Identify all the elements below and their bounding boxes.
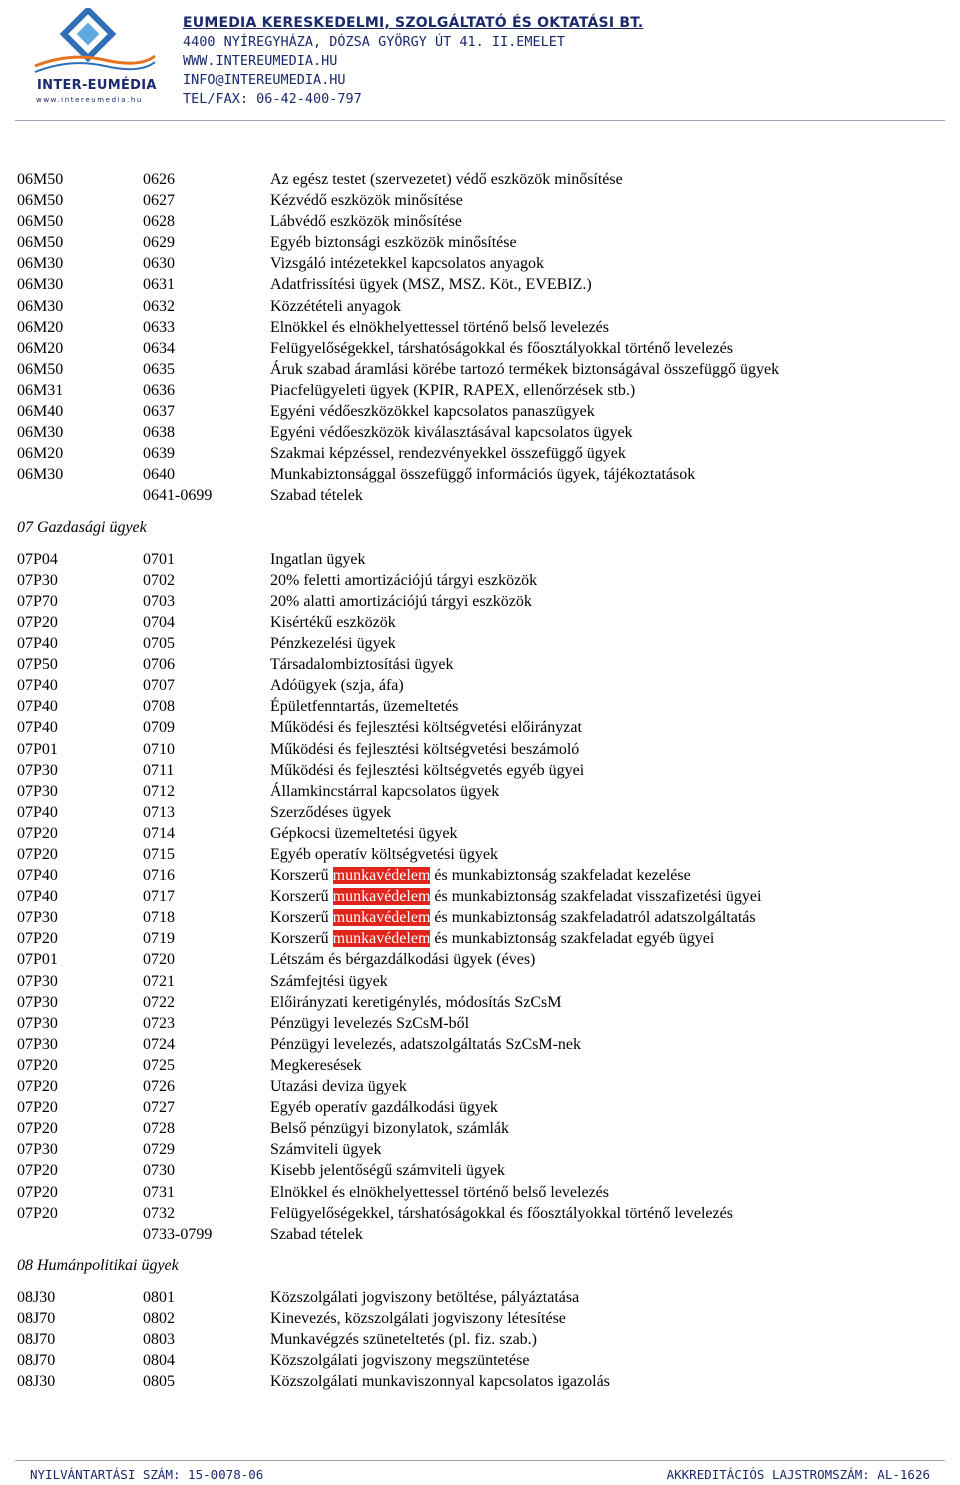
row-number: 0731 — [143, 1183, 175, 1201]
row-code: 06M20 — [17, 445, 64, 463]
row-description: Áruk szabad áramlási körébe tartozó termékek biztonságával összefüggő ügyek — [270, 360, 780, 378]
row-code: 06M50 — [17, 213, 64, 231]
group-07-b — [0, 949, 960, 1244]
row-code: 08J70 — [17, 1310, 56, 1328]
row-description: Egyéni védőeszközök kiválasztásával kapcsolatos ügyek — [270, 424, 633, 442]
row-code: 07P40 — [17, 867, 58, 885]
row-code: 06M30 — [17, 255, 64, 273]
table-row — [0, 190, 960, 211]
row-description: 20% feletti amortizációjú tárgyi eszközök — [270, 571, 538, 589]
row-number: 0803 — [143, 1331, 175, 1349]
row-number: 0802 — [143, 1310, 175, 1328]
table-row — [0, 253, 960, 274]
table-row — [0, 401, 960, 422]
row-code: 07P30 — [17, 761, 58, 779]
row-code: 06M50 — [17, 360, 64, 378]
accreditation-number: AKKREDITÁCIÓS LAJSTROMSZÁM: AL-1626 — [666, 1467, 930, 1482]
row-description: Szakmai képzéssel, rendezvényekkel összefüggő ügyek — [270, 445, 626, 463]
table-row — [0, 928, 960, 949]
row-number: 0719 — [143, 930, 175, 948]
table-row — [0, 274, 960, 295]
table-row — [0, 612, 960, 633]
row-code: 07P30 — [17, 1014, 58, 1032]
table-row — [0, 865, 960, 886]
row-description: Ingatlan ügyek — [270, 550, 366, 568]
row-description: Felügyelőségekkel, társhatóságokkal és főosztályokkal történő levelezés — [270, 339, 733, 357]
letterhead — [0, 0, 960, 120]
table-row — [0, 1097, 960, 1118]
row-description — [270, 928, 714, 949]
row-code: 08J30 — [17, 1288, 56, 1306]
table-row — [0, 971, 960, 992]
row-number: 0729 — [143, 1141, 175, 1159]
row-number: 0714 — [143, 824, 175, 842]
row-description: Megkeresések — [270, 1056, 362, 1074]
row-description: Egyéb operatív gazdálkodási ügyek — [270, 1099, 498, 1117]
row-number: 0726 — [143, 1078, 175, 1096]
row-number: 0725 — [143, 1056, 175, 1074]
row-code: 07P04 — [17, 550, 58, 568]
row-code: 07P01 — [17, 740, 58, 758]
row-number: 0717 — [143, 888, 175, 906]
table-row — [0, 696, 960, 717]
row-code: 06M50 — [17, 171, 64, 188]
row-description: Adatfrissítési ügyek (MSZ, MSZ. Köt., EVEBIZ.) — [270, 276, 592, 294]
row-number: 0805 — [143, 1373, 175, 1391]
row-description: Az egész testet (szervezetet) védő eszközök minősítése — [270, 171, 623, 188]
row-number: 0727 — [143, 1099, 175, 1117]
row-number: 0801 — [143, 1288, 175, 1306]
row-description: Egyéb operatív költségvetési ügyek — [270, 846, 498, 863]
row-number: 0730 — [143, 1162, 175, 1180]
table-row — [0, 1203, 960, 1224]
footer-divider — [15, 1460, 945, 1461]
row-code: 07P30 — [17, 909, 58, 927]
table-row — [0, 1308, 960, 1329]
row-number: 0626 — [143, 171, 175, 188]
row-number: 0704 — [143, 613, 175, 631]
row-description: Belső pénzügyi bizonylatok, számlák — [270, 1120, 510, 1138]
row-code: 07P40 — [17, 888, 58, 906]
row-code: 07P20 — [17, 1162, 58, 1180]
row-number: 0715 — [143, 846, 175, 863]
logo-url: www.intereumedia.hu — [36, 96, 143, 104]
table-row — [0, 802, 960, 823]
row-description: Közszolgálati jogviszony megszüntetése — [270, 1352, 530, 1370]
row-number: 0732 — [143, 1204, 175, 1222]
table-row — [0, 1160, 960, 1181]
row-code: 07P20 — [17, 1204, 58, 1222]
records-list — [0, 169, 960, 1392]
row-code: 07P20 — [17, 846, 58, 863]
table-row — [0, 1139, 960, 1160]
row-number: 0632 — [143, 297, 175, 315]
desc-pre: Korszerű — [270, 909, 333, 927]
row-description: Vizsgáló intézetekkel kapcsolatos anyagok — [270, 255, 545, 273]
table-row — [0, 823, 960, 844]
row-code: 07P20 — [17, 1056, 58, 1074]
row-code: 06M30 — [17, 466, 64, 484]
row-number: 0630 — [143, 255, 175, 273]
table-row — [0, 844, 960, 865]
section-heading-07 — [0, 507, 960, 549]
row-description: Pénzügyi levelezés, adatszolgáltatás SzCsM-nek — [270, 1035, 582, 1053]
row-number: 0701 — [143, 550, 175, 568]
row-code: 06M50 — [17, 234, 64, 252]
table-row — [0, 422, 960, 443]
table-row — [0, 169, 960, 190]
row-code: 07P30 — [17, 1141, 58, 1159]
section-title: 08 Humánpolitikai ügyek — [17, 1256, 179, 1274]
row-description: Szabad tételek — [270, 1225, 363, 1243]
row-number: 0728 — [143, 1120, 175, 1138]
row-description — [270, 886, 761, 907]
table-row — [0, 1350, 960, 1371]
row-description: Szabad tételek — [270, 487, 363, 505]
table-row — [0, 633, 960, 654]
row-number: 0628 — [143, 213, 175, 231]
row-code: 06M20 — [17, 339, 64, 357]
company-address: 4400 NYÍREGYHÁZA, DÓZSA GYÖRGY ÚT 41. II.EMELET — [183, 34, 566, 50]
table-row — [0, 296, 960, 317]
highlighted-term: munkavédelem — [332, 888, 431, 906]
row-description: Közzétételi anyagok — [270, 297, 402, 315]
row-number: 0804 — [143, 1352, 175, 1370]
row-code: 06M50 — [17, 192, 64, 210]
table-row — [0, 675, 960, 696]
logo-text: INTER-EUMÉDIA — [37, 78, 157, 93]
row-code: 07P40 — [17, 698, 58, 716]
table-row — [0, 1224, 960, 1245]
row-code: 07P30 — [17, 782, 58, 800]
table-row — [0, 380, 960, 401]
row-code: 07P50 — [17, 656, 58, 674]
row-description: Kézvédő eszközök minősítése — [270, 192, 463, 210]
row-description: Működési és fejlesztési költségvetés egyéb ügyei — [270, 761, 585, 779]
table-row — [0, 992, 960, 1013]
row-code: 07P20 — [17, 1120, 58, 1138]
row-number: 0640 — [143, 466, 175, 484]
table-row — [0, 211, 960, 232]
row-code: 07P40 — [17, 635, 58, 653]
desc-pre: Korszerű — [270, 867, 333, 885]
group-07-highlighted — [0, 865, 960, 949]
row-description: Számfejtési ügyek — [270, 972, 388, 990]
desc-post: és munkabiztonság szakfeladat visszafizetési ügyei — [430, 888, 762, 906]
row-code: 07P70 — [17, 592, 58, 610]
table-row — [0, 739, 960, 760]
row-description: Társadalombiztosítási ügyek — [270, 656, 454, 674]
table-row — [0, 1287, 960, 1308]
row-description — [270, 907, 756, 928]
row-number: 0716 — [143, 867, 175, 885]
row-number: 0629 — [143, 234, 175, 252]
row-number: 0635 — [143, 360, 175, 378]
highlighted-term: munkavédelem — [332, 909, 431, 927]
registration-number: NYILVÁNTARTÁSI SZÁM: 15-0078-06 — [30, 1467, 264, 1482]
row-code: 06M30 — [17, 424, 64, 442]
header-divider — [15, 120, 945, 121]
table-row — [0, 1182, 960, 1203]
row-description: Kinevezés, közszolgálati jogviszony létesítése — [270, 1310, 566, 1328]
row-description: Elnökkel és elnökhelyettessel történő belső levelezés — [270, 318, 609, 336]
table-row — [0, 317, 960, 338]
row-code: 07P20 — [17, 613, 58, 631]
row-description: Pénzkezelési ügyek — [270, 635, 396, 653]
row-code: 06M30 — [17, 276, 64, 294]
table-row — [0, 949, 960, 970]
row-description: Közszolgálati jogviszony betöltése, pályáztatása — [270, 1288, 580, 1306]
row-description: Kisebb jelentőségű számviteli ügyek — [270, 1162, 506, 1180]
row-number: 0633 — [143, 318, 175, 336]
row-number: 0710 — [143, 740, 175, 758]
row-number: 0705 — [143, 635, 175, 653]
row-number: 0631 — [143, 276, 175, 294]
table-row — [0, 1013, 960, 1034]
table-row — [0, 1076, 960, 1097]
table-row — [0, 485, 960, 506]
company-web[interactable]: WWW.INTEREUMEDIA.HU — [183, 53, 338, 69]
row-number: 0718 — [143, 909, 175, 927]
group-06 — [0, 169, 960, 507]
row-number: 0724 — [143, 1035, 175, 1053]
section-title: 07 Gazdasági ügyek — [17, 518, 147, 536]
row-number: 0706 — [143, 656, 175, 674]
row-number: 0720 — [143, 951, 175, 969]
row-code: 07P01 — [17, 951, 58, 969]
company-name: EUMEDIA KERESKEDELMI, SZOLGÁLTATÓ ÉS OKTATÁSI BT. — [183, 15, 644, 31]
row-number: 0721 — [143, 972, 175, 990]
table-row — [0, 359, 960, 380]
row-number: 0708 — [143, 698, 175, 716]
row-number: 0712 — [143, 782, 175, 800]
group-07-a — [0, 549, 960, 865]
row-number: 0641-0699 — [143, 487, 213, 505]
table-row — [0, 570, 960, 591]
row-number: 0713 — [143, 803, 175, 821]
row-code: 07P20 — [17, 824, 58, 842]
row-number: 0733-0799 — [143, 1225, 213, 1243]
row-code: 07P30 — [17, 972, 58, 990]
table-row — [0, 1118, 960, 1139]
row-description: Munkabiztonsággal összefüggő információs ügyek, tájékoztatások — [270, 466, 696, 484]
desc-pre: Korszerű — [270, 888, 333, 906]
row-code: 06M30 — [17, 297, 64, 315]
table-row — [0, 549, 960, 570]
row-code: 06M31 — [17, 381, 64, 399]
row-description: Egyéni védőeszközökkel kapcsolatos panaszügyek — [270, 403, 595, 421]
desc-post: és munkabiztonság szakfeladat kezelése — [430, 867, 691, 885]
table-row — [0, 781, 960, 802]
row-number: 0722 — [143, 993, 175, 1011]
row-number: 0637 — [143, 403, 175, 421]
row-code: 07P20 — [17, 1078, 58, 1096]
row-number: 0703 — [143, 592, 175, 610]
row-code: 07P30 — [17, 993, 58, 1011]
row-description: Pénzügyi levelezés SzCsM-ből — [270, 1014, 470, 1032]
row-description: Épületfenntartás, üzemeltetés — [270, 698, 459, 716]
row-description: Államkincstárral kapcsolatos ügyek — [270, 782, 500, 800]
row-code: 06M40 — [17, 403, 64, 421]
highlighted-term: munkavédelem — [332, 867, 431, 885]
row-code: 07P30 — [17, 571, 58, 589]
table-row — [0, 760, 960, 781]
company-phone: TEL/FAX: 06-42-400-797 — [183, 91, 362, 107]
table-row — [0, 232, 960, 253]
row-description: Gépkocsi üzemeltetési ügyek — [270, 824, 458, 842]
row-code: 07P40 — [17, 719, 58, 737]
row-description: Piacfelügyeleti ügyek (KPIR, RAPEX, ellenőrzések stb.) — [270, 381, 636, 399]
row-description: Szerződéses ügyek — [270, 803, 392, 821]
row-description: Működési és fejlesztési költségvetési előirányzat — [270, 719, 582, 737]
row-code: 07P30 — [17, 1035, 58, 1053]
table-row — [0, 591, 960, 612]
row-description: Létszám és bérgazdálkodási ügyek (éves) — [270, 951, 536, 969]
row-description: Felügyelőségekkel, társhatóságokkal és főosztályokkal történő levelezés — [270, 1204, 733, 1222]
row-code: 07P40 — [17, 677, 58, 695]
row-description: Kisértékű eszközök — [270, 613, 396, 631]
section-heading-08 — [0, 1245, 960, 1287]
table-row — [0, 654, 960, 675]
row-code: 08J30 — [17, 1373, 56, 1391]
company-logo-icon — [30, 8, 160, 108]
desc-pre: Korszerű — [270, 930, 333, 948]
row-number: 0723 — [143, 1014, 175, 1032]
row-description: Utazási deviza ügyek — [270, 1078, 407, 1096]
row-number: 0707 — [143, 677, 175, 695]
row-description: Működési és fejlesztési költségvetési beszámoló — [270, 740, 580, 758]
row-code: 06M20 — [17, 318, 64, 336]
table-row — [0, 443, 960, 464]
table-row — [0, 1371, 960, 1392]
row-description: Közszolgálati munkaviszonnyal kapcsolatos igazolás — [270, 1373, 610, 1391]
row-description: Egyéb biztonsági eszközök minősítése — [270, 234, 517, 252]
table-row — [0, 338, 960, 359]
row-description: Adóügyek (szja, áfa) — [270, 677, 404, 695]
row-description: Elnökkel és elnökhelyettessel történő belső levelezés — [270, 1183, 609, 1201]
row-number: 0639 — [143, 445, 175, 463]
row-code: 08J70 — [17, 1331, 56, 1349]
row-code: 07P20 — [17, 1099, 58, 1117]
row-number: 0627 — [143, 192, 175, 210]
row-description — [270, 865, 691, 886]
row-number: 0638 — [143, 424, 175, 442]
desc-post: és munkabiztonság szakfeladatról adatszolgáltatás — [430, 909, 756, 927]
table-row — [0, 717, 960, 738]
row-number: 0711 — [143, 761, 175, 779]
table-row — [0, 464, 960, 485]
row-number: 0702 — [143, 571, 175, 589]
row-code: 07P20 — [17, 930, 58, 948]
row-number: 0709 — [143, 719, 175, 737]
table-row — [0, 1034, 960, 1055]
row-code: 07P40 — [17, 803, 58, 821]
row-code: 08J70 — [17, 1352, 56, 1370]
desc-post: és munkabiztonság szakfeladat egyéb ügyei — [430, 930, 715, 948]
row-description: Lábvédő eszközök minősítése — [270, 213, 462, 231]
group-08 — [0, 1287, 960, 1392]
row-code: 07P20 — [17, 1183, 58, 1201]
highlighted-term: munkavédelem — [332, 930, 431, 948]
row-description: Számviteli ügyek — [270, 1141, 382, 1159]
row-description: 20% alatti amortizációjú tárgyi eszközök — [270, 592, 532, 610]
table-row — [0, 907, 960, 928]
row-number: 0636 — [143, 381, 175, 399]
table-row — [0, 886, 960, 907]
company-email[interactable]: INFO@INTEREUMEDIA.HU — [183, 72, 346, 88]
row-description: Munkavégzés szüneteltetés (pl. fiz. szab.) — [270, 1331, 538, 1349]
row-number: 0634 — [143, 339, 175, 357]
table-row — [0, 1329, 960, 1350]
row-description: Előirányzati keretigénylés, módosítás SzCsM — [270, 993, 562, 1011]
table-row — [0, 1055, 960, 1076]
company-info — [183, 14, 643, 109]
